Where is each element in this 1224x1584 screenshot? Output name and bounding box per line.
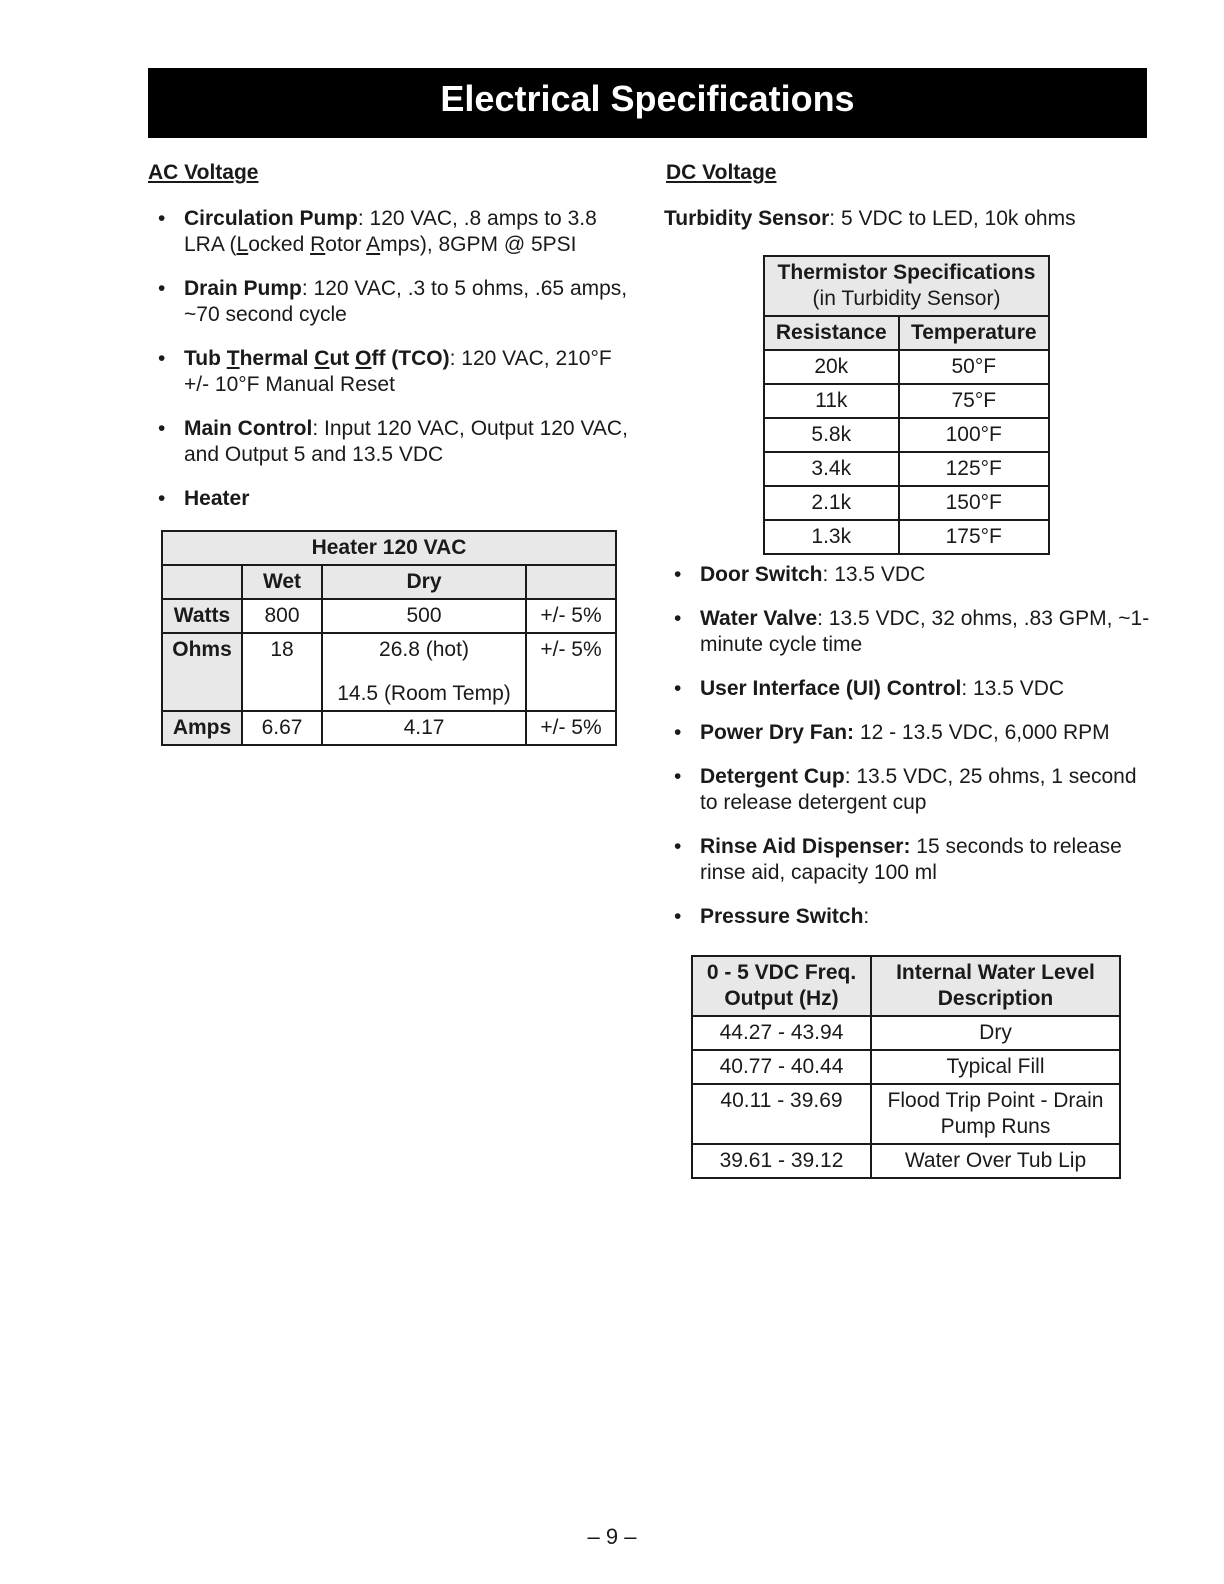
header-wet: Wet <box>242 565 322 599</box>
bullet-icon: • <box>158 417 166 440</box>
heater-table-title: Heater 120 VAC <box>162 531 616 565</box>
table-row: Ohms 18 26.8 (hot) 14.5 (Room Temp) +/- 5% <box>162 633 616 711</box>
list-item-drain-pump: • Drain Pump: 120 VAC, .3 to 5 ohms, .65 amps, ~70 second cycle <box>158 277 628 326</box>
spec-label: Heater <box>184 487 250 510</box>
dc-spec-list-wrap <box>664 562 1154 948</box>
page-title: Electrical Specifications <box>148 68 1147 138</box>
bullet-icon: • <box>674 677 682 700</box>
header-temperature: Temperature <box>899 316 1049 350</box>
turbidity-sensor-spec: Turbidity Sensor: 5 VDC to LED, 10k ohms <box>664 207 1076 230</box>
bullet-icon: • <box>674 765 682 788</box>
table-row: 40.11 - 39.69 Flood Trip Point - Drain Pump Runs <box>692 1084 1120 1144</box>
bullet-icon: • <box>674 607 682 630</box>
spec-label: Circulation Pump <box>184 207 358 230</box>
header-resistance: Resistance <box>764 316 899 350</box>
list-item-ui-control: • User Interface (UI) Control: 13.5 VDC <box>674 677 1065 700</box>
header-frequency: 0 - 5 VDC Freq. Output (Hz) <box>692 956 871 1016</box>
list-item-water-valve: • Water Valve: 13.5 VDC, 32 ohms, .83 GPM, ~1-minute cycle time <box>674 607 1150 656</box>
table-row: Amps 6.67 4.17 +/- 5% <box>162 711 616 745</box>
bullet-icon: • <box>674 721 682 744</box>
list-item-circulation-pump: • Circulation Pump: 120 VAC, .8 amps to 3.8 LRA (Locked Rotor Amps), 8GPM @ 5PSI <box>158 207 597 256</box>
table-row: 2.1k 150°F <box>764 486 1049 520</box>
list-item-pressure-switch: • Pressure Switch: <box>674 905 870 928</box>
spec-label: Tub Thermal Cut Off (TCO) <box>184 347 450 370</box>
spec-text: 120 VAC, 210°F +/- 10°F Manual Reset <box>184 347 612 396</box>
bullet-icon: • <box>158 487 166 510</box>
dc-voltage-section <box>664 160 1144 244</box>
thermistor-table-title: Thermistor Specifications (in Turbidity Sensor) <box>764 256 1049 316</box>
list-item-tub-tco: • Tub Thermal Cut Off (TCO): 120 VAC, 210°F +/- 10°F Manual Reset <box>158 347 612 396</box>
header-dry: Dry <box>322 565 526 599</box>
ac-spec-list <box>148 206 628 512</box>
list-item-heater <box>148 486 628 512</box>
spec-text: 120 VAC, .3 to 5 ohms, .65 amps, ~70 second cycle <box>184 277 628 326</box>
ac-voltage-heading: AC Voltage <box>148 161 259 184</box>
bullet-icon: • <box>674 835 682 858</box>
ac-voltage-section <box>148 160 628 530</box>
pressure-switch-table <box>691 955 1121 1179</box>
table-row: 11k 75°F <box>764 384 1049 418</box>
table-row: 44.27 - 43.94 Dry <box>692 1016 1120 1050</box>
list-item-power-dry-fan: • Power Dry Fan: 12 - 13.5 VDC, 6,000 RPM <box>674 721 1110 744</box>
list-item-detergent-cup: • Detergent Cup: 13.5 VDC, 25 ohms, 1 second to release detergent cup <box>674 765 1137 814</box>
spec-text: Input 120 VAC, Output 120 VAC, and Output 5 and 13.5 VDC <box>184 417 628 466</box>
bullet-icon: • <box>158 277 166 300</box>
page-number: – 9 – <box>587 1524 637 1549</box>
dc-voltage-heading: DC Voltage <box>666 161 777 184</box>
table-row: 5.8k 100°F <box>764 418 1049 452</box>
bullet-icon: • <box>674 905 682 928</box>
header-description: Internal Water Level Description <box>871 956 1120 1016</box>
table-row: 40.77 - 40.44 Typical Fill <box>692 1050 1120 1084</box>
table-row: 39.61 - 39.12 Water Over Tub Lip <box>692 1144 1120 1178</box>
table-row: 1.3k 175°F <box>764 520 1049 554</box>
bullet-icon: • <box>158 347 166 370</box>
table-row: Watts 800 500 +/- 5% <box>162 599 616 633</box>
spec-label: Drain Pump <box>184 277 302 300</box>
heater-table <box>161 530 617 746</box>
table-row: 20k 50°F <box>764 350 1049 384</box>
header-tolerance <box>526 565 616 599</box>
list-item-rinse-aid: • Rinse Aid Dispenser: 15 seconds to release rinse aid, capacity 100 ml <box>674 835 1122 884</box>
spec-text: 120 VAC, .8 amps to 3.8 <box>369 207 597 230</box>
bullet-icon: • <box>158 207 166 230</box>
list-item-main-control: • Main Control: Input 120 VAC, Output 120 VAC, and Output 5 and 13.5 VDC <box>158 417 628 466</box>
spec-label: Main Control <box>184 417 313 440</box>
dc-spec-list <box>664 562 1154 930</box>
table-row: 3.4k 125°F <box>764 452 1049 486</box>
list-item-door-switch: • Door Switch: 13.5 VDC <box>674 563 926 586</box>
bullet-icon: • <box>674 563 682 586</box>
header-empty <box>162 565 242 599</box>
thermistor-table <box>763 255 1050 555</box>
